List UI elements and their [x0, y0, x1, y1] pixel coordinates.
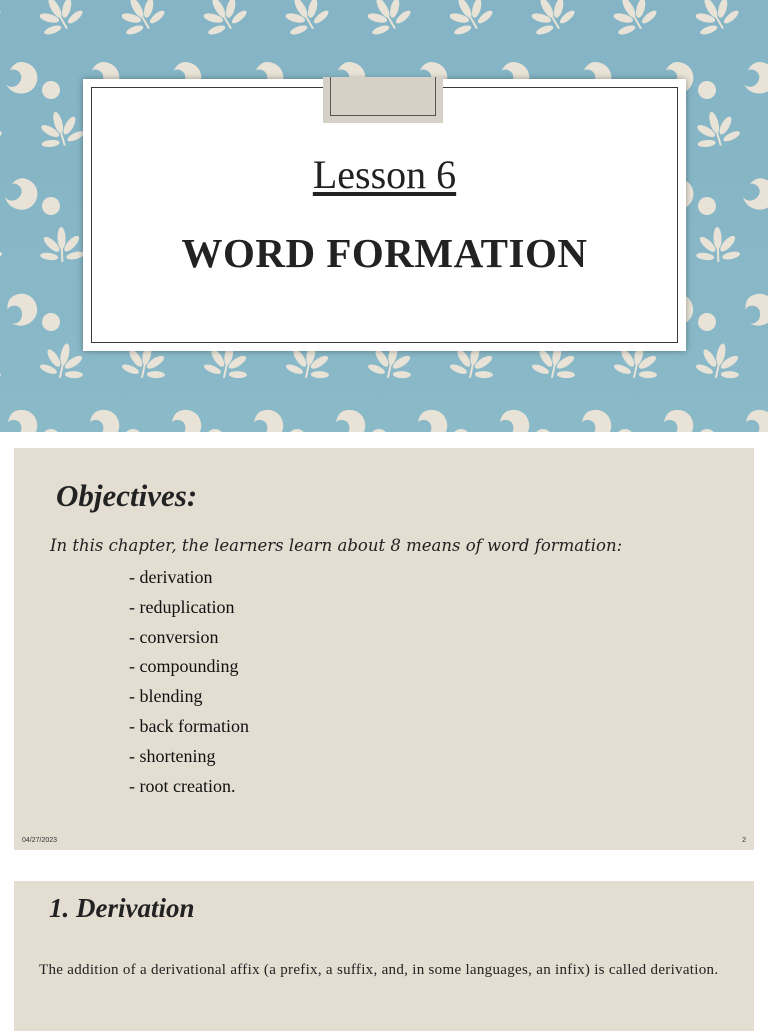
pattern-motif	[440, 0, 496, 40]
pattern-motif	[0, 106, 4, 152]
derivation-slide	[14, 881, 754, 1031]
list-item: - root creation.	[129, 775, 236, 796]
pattern-motif	[742, 407, 768, 432]
pattern-motif	[496, 407, 532, 432]
pattern-dot	[534, 429, 552, 432]
pattern-motif	[112, 0, 168, 40]
list-item: - conversion	[129, 626, 219, 647]
pattern-motif	[694, 339, 745, 383]
pattern-motif	[30, 0, 86, 40]
title-slide	[0, 0, 768, 432]
pattern-motif	[2, 289, 43, 330]
pattern-motif	[39, 226, 85, 263]
pattern-motif	[740, 174, 768, 214]
pattern-dot	[616, 429, 634, 432]
list-item: - compounding	[129, 656, 239, 677]
pattern-dot	[206, 429, 224, 432]
pattern-motif	[690, 106, 743, 152]
pattern-motif	[250, 407, 286, 432]
list-item: - derivation	[129, 567, 213, 587]
pattern-motif	[4, 407, 40, 432]
pattern-motif	[0, 339, 7, 383]
pattern-dot	[288, 429, 306, 432]
title-card-tab	[323, 77, 443, 123]
pattern-motif	[686, 0, 742, 40]
pattern-motif	[194, 0, 250, 40]
pattern-dot	[42, 197, 60, 215]
pattern-motif	[332, 407, 368, 432]
title-card	[83, 79, 686, 351]
pattern-dot	[42, 429, 60, 432]
pattern-motif	[5, 60, 39, 95]
pattern-motif	[522, 0, 578, 40]
pattern-dot	[698, 197, 716, 215]
pattern-motif	[740, 289, 768, 330]
list-item: - back formation	[129, 715, 249, 736]
objectives-list	[129, 563, 249, 801]
pattern-motif	[86, 407, 122, 432]
pattern-motif	[276, 0, 332, 40]
derivation-definition: The addition of a derivational affix (a prefix, a suffix, and, in some languages, an infix) is called derivation.	[39, 962, 719, 978]
lesson-number: Lesson 6	[312, 152, 457, 197]
pattern-dot	[370, 429, 388, 432]
pattern-motif	[34, 106, 87, 152]
pattern-dot	[124, 429, 142, 432]
page-title: WORD FORMATION	[181, 230, 588, 276]
pattern-motif	[743, 60, 768, 95]
pattern-motif	[358, 0, 414, 40]
objectives-intro: In this chapter, the learners learn about 8 means of word formation:	[50, 536, 623, 555]
title-card-border	[91, 87, 678, 343]
pattern-motif	[0, 226, 3, 263]
pattern-motif	[0, 0, 4, 40]
pattern-dot	[42, 81, 60, 99]
slide-footer-date: 04/27/2023	[22, 837, 58, 844]
list-item: - blending	[129, 686, 203, 707]
objectives-heading: Objectives:	[56, 478, 198, 513]
list-item: - shortening	[129, 745, 216, 766]
derivation-heading: 1. Derivation	[49, 893, 195, 923]
slide-page-number: 2	[742, 837, 746, 844]
pattern-motif	[2, 174, 42, 214]
pattern-motif	[578, 407, 614, 432]
pattern-motif	[660, 407, 696, 432]
pattern-motif	[38, 339, 89, 383]
pattern-dot	[698, 429, 716, 432]
pattern-motif	[695, 226, 741, 263]
pattern-dot	[698, 313, 716, 331]
pattern-motif	[414, 407, 450, 432]
pattern-dot	[698, 81, 716, 99]
pattern-motif	[604, 0, 660, 40]
objectives-slide	[14, 448, 754, 850]
pattern-dot	[452, 429, 470, 432]
pattern-motif	[168, 407, 204, 432]
pattern-dot	[42, 313, 60, 331]
list-item: - reduplication	[129, 596, 235, 617]
